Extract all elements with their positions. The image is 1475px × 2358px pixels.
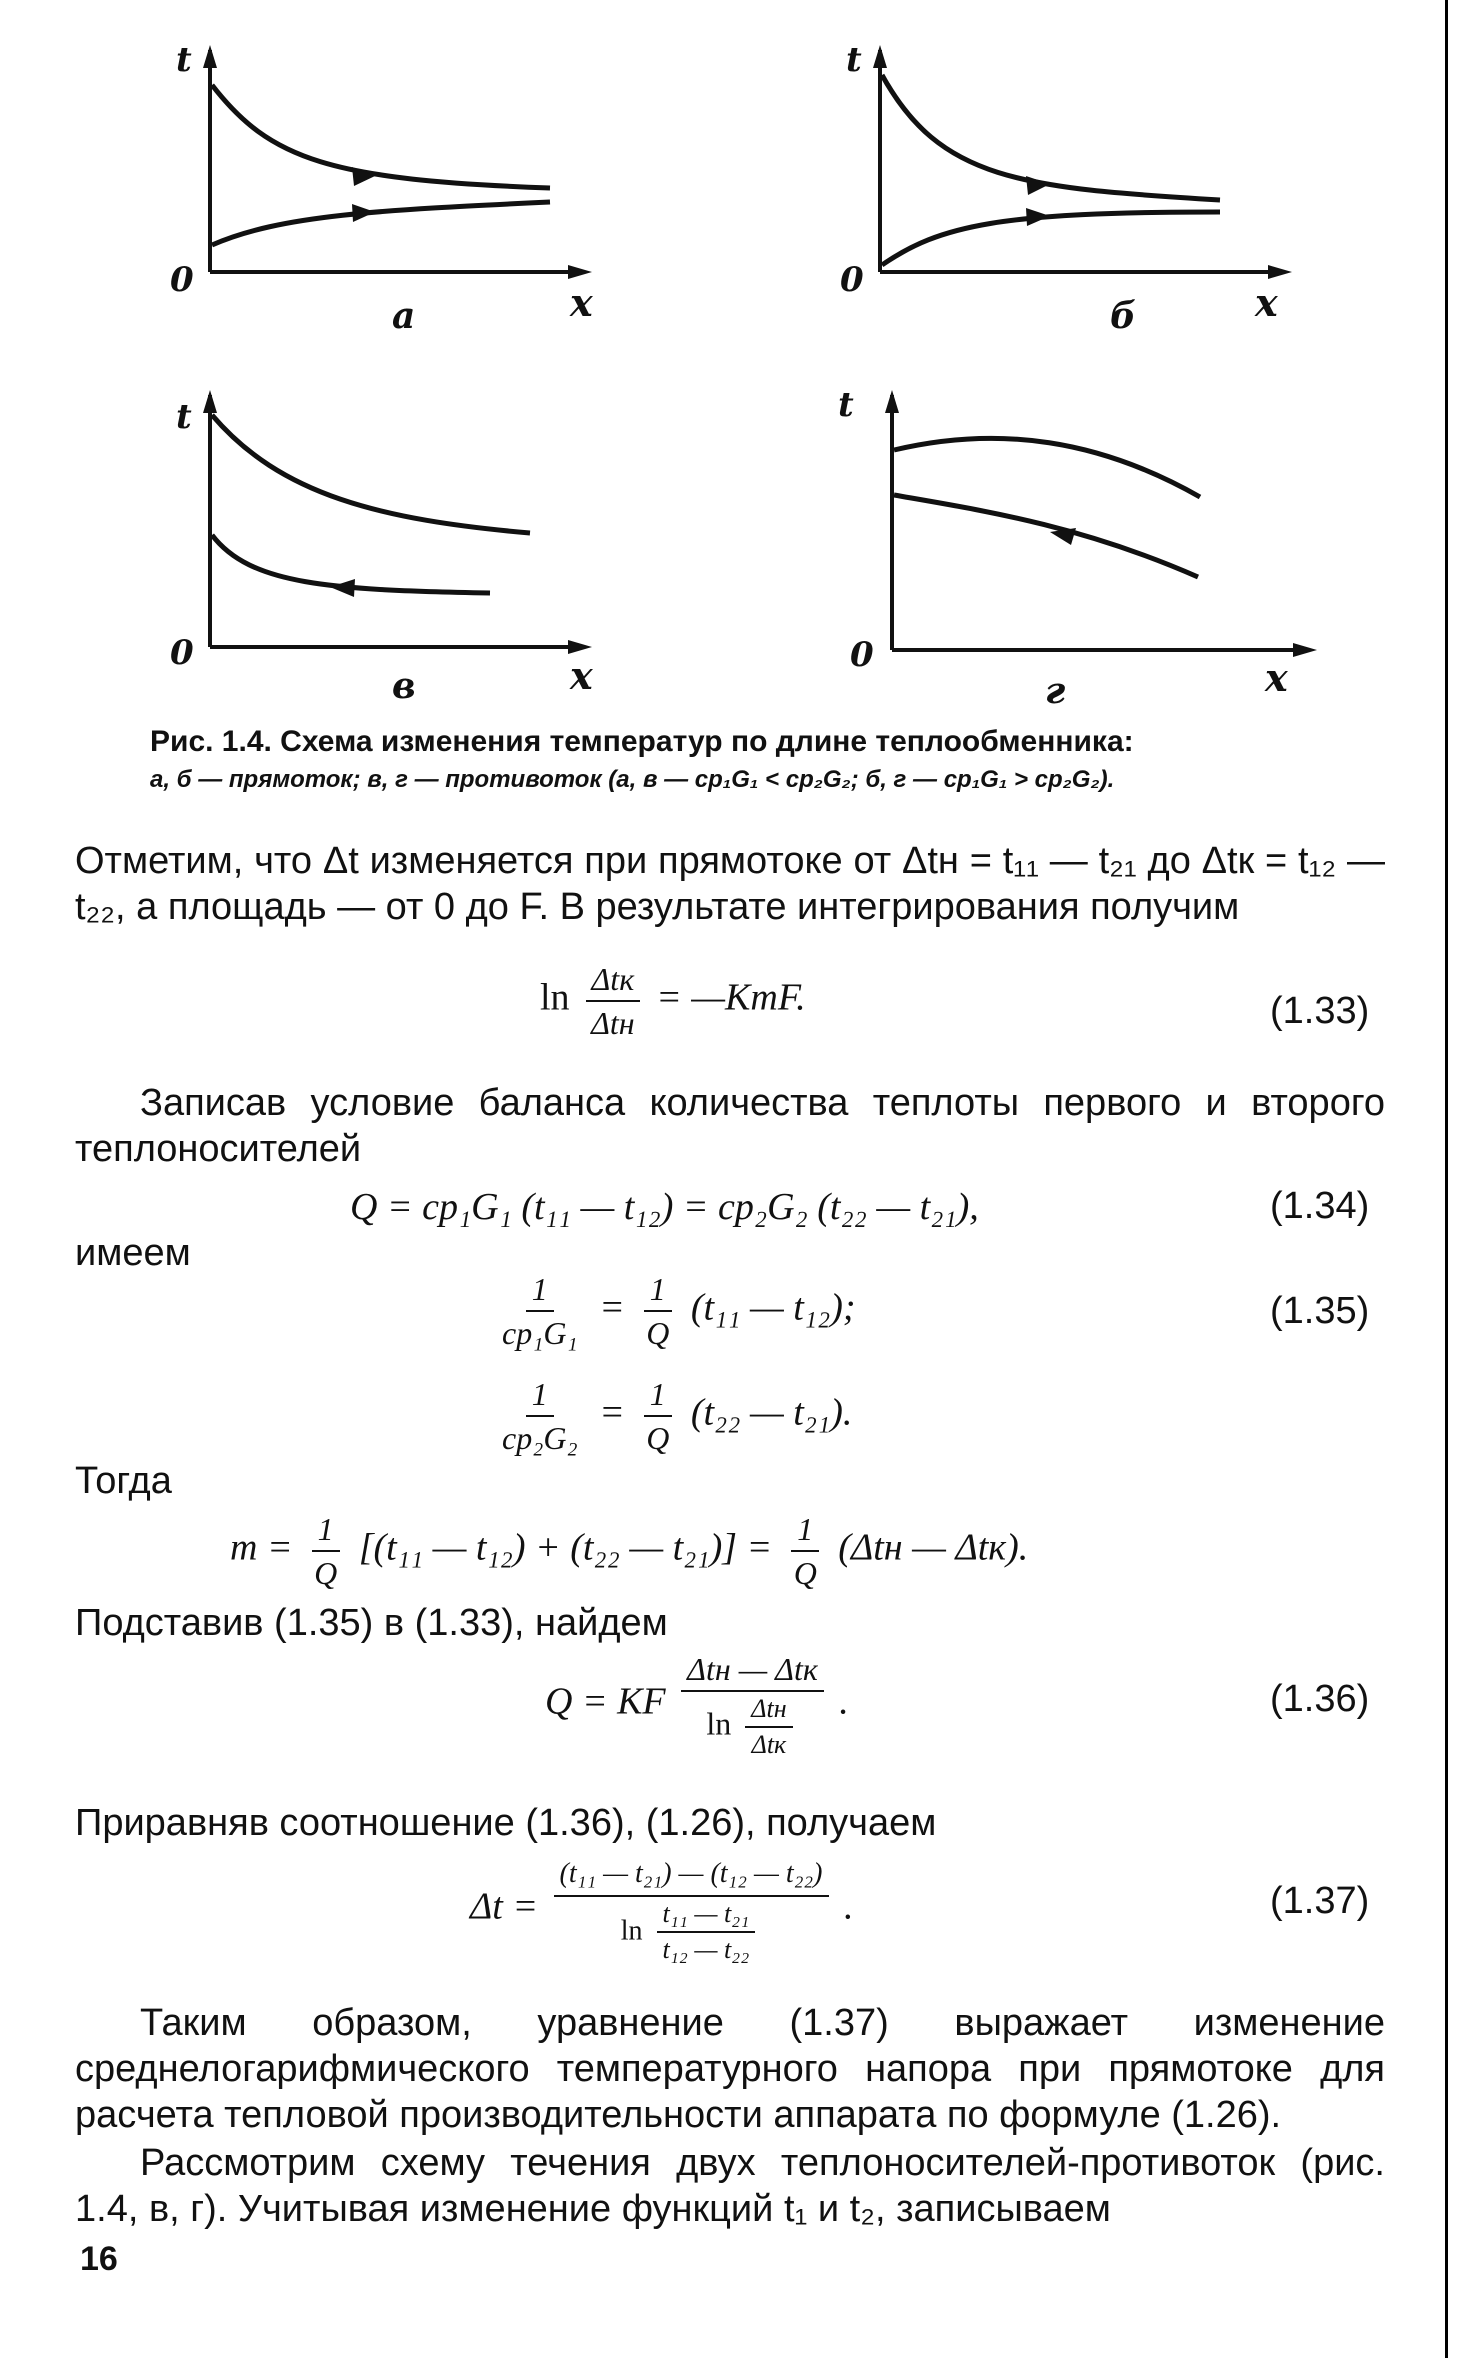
numerator: Δtк (586, 960, 641, 1002)
denominator: Q (314, 1555, 338, 1591)
x-axis-label: x (1265, 655, 1288, 700)
equation-1-36 (545, 1650, 849, 1760)
numerator: 1 (526, 1375, 554, 1417)
tail: . (844, 1885, 854, 1928)
y-axis-label: t (838, 385, 854, 425)
hot-curve (882, 75, 1220, 200)
denominator: cp₂G₂ (502, 1420, 578, 1456)
hot-curve (894, 438, 1200, 497)
denominator (700, 1692, 804, 1760)
equals-sign: = (599, 1286, 625, 1329)
fraction (585, 960, 641, 1042)
caption-line-2: а, б — прямоток; в, г — противоток (а, в — cp₁G₁ < cp₂G₂; б, г — cp₁G₁ > cp₂G₂). (150, 766, 1115, 793)
panel-v-plot (130, 385, 730, 705)
tail: . (839, 1680, 849, 1723)
lhs: m = (230, 1526, 293, 1569)
hot-curve-arrow (1026, 176, 1050, 195)
panel-label: б (1110, 295, 1136, 337)
fraction-right (640, 1270, 675, 1352)
word-togda: Тогда (75, 1460, 172, 1502)
origin-label: 0 (170, 633, 194, 673)
fraction-right (640, 1375, 675, 1457)
equation-1-33 (540, 960, 806, 1042)
panel-g-plot (800, 385, 1400, 705)
inner-denominator: t₁₂ — t₂₂ (662, 1935, 750, 1964)
y-axis-arrow (203, 390, 217, 413)
y-axis-label: t (846, 40, 862, 80)
fraction (554, 1855, 829, 1965)
equation-1-35b (490, 1375, 852, 1457)
equation-1-34: Q = cp₁G₁ (t₁₁ — t₁₂) = cp₂G₂ (t₂₂ — t₂₁), (350, 1186, 979, 1228)
panel-label: г (1045, 670, 1066, 712)
denominator: cp₁G₁ (502, 1315, 578, 1351)
denominator: Q (646, 1315, 670, 1351)
origin-label: 0 (170, 260, 194, 300)
paragraph-3: Подставив (1.35) в (1.33), найдем (75, 1602, 668, 1644)
inner-numerator: t₁₁ — t₂₁ (657, 1899, 756, 1933)
cold-curve-arrow (1050, 528, 1076, 545)
y-axis-arrow (873, 45, 887, 68)
figure-panel-v (130, 385, 730, 705)
paragraph-4: Приравняв соотношение (1.36), (1.26), получаем (75, 1802, 937, 1844)
y-axis-label: t (176, 40, 192, 80)
rest: (t₁₁ — t₁₂); (690, 1286, 856, 1329)
fraction-2 (788, 1510, 823, 1592)
figure-panel-b (800, 40, 1400, 360)
x-axis-label: x (570, 653, 593, 698)
panel-label: а (392, 295, 416, 337)
panel-a-plot (130, 40, 730, 360)
numerator: 1 (526, 1270, 554, 1312)
origin-label: 0 (850, 635, 874, 675)
page-number: 16 (80, 2240, 118, 2278)
y-axis-label: t (176, 397, 192, 437)
denominator: Q (793, 1555, 817, 1591)
word-imeem: имеем (75, 1232, 191, 1274)
numerator: 1 (644, 1375, 672, 1417)
panel-label: в (392, 665, 416, 707)
x-axis-label: x (1255, 280, 1278, 325)
equation-number-1-37: (1.37) (1270, 1880, 1370, 1922)
cold-curve (212, 202, 550, 245)
fraction-left (496, 1375, 584, 1457)
rest: (t₂₂ — t₂₁). (690, 1391, 853, 1434)
equation-number-1-35: (1.35) (1270, 1290, 1370, 1332)
fraction-left (496, 1270, 584, 1352)
rhs: = —KmF. (656, 976, 806, 1019)
x-axis-arrow (568, 265, 592, 279)
denominator: Q (646, 1420, 670, 1456)
numerator: Δtн — Δtк (681, 1650, 824, 1692)
lhs: Δt = (470, 1885, 539, 1928)
panel-b-plot (800, 40, 1400, 360)
denominator: Δtн (591, 1005, 635, 1041)
hot-curve (212, 415, 530, 533)
inner-numerator: Δtн (745, 1694, 792, 1728)
paragraph-2: Записав условие баланса количества теплоты первого и второго теплоносителей (75, 1082, 1385, 1170)
equation-1-35a (490, 1270, 856, 1352)
origin-label: 0 (840, 260, 864, 300)
y-axis-arrow (885, 390, 899, 413)
numerator: (t₁₁ — t₂₁) — (t₁₂ — t₂₂) (554, 1855, 829, 1897)
figure-caption (150, 722, 1350, 798)
lhs: Q = KF (545, 1680, 666, 1723)
numerator: 1 (644, 1270, 672, 1312)
x-axis-arrow (568, 640, 592, 654)
equation-1-37 (470, 1855, 854, 1965)
inner-fraction (657, 1899, 756, 1965)
equation-number-1-33: (1.33) (1270, 990, 1370, 1032)
fraction-1 (308, 1510, 343, 1592)
cold-curve-arrow (1026, 208, 1050, 226)
ln-operator: ln (540, 976, 570, 1019)
inner-fraction (745, 1694, 792, 1760)
figure-panel-g (800, 385, 1400, 712)
equation-number-1-34: (1.34) (1270, 1185, 1370, 1227)
page-edge-line (1445, 0, 1448, 2358)
equation-m (230, 1510, 1028, 1592)
equals-sign: = (599, 1391, 625, 1434)
middle: [(t₁₁ — t₁₂) + (t₂₂ — t₂₁)] = (358, 1526, 773, 1569)
ln-operator: ln (706, 1705, 732, 1742)
numerator: 1 (791, 1510, 819, 1552)
y-axis-arrow (203, 45, 217, 68)
denominator (615, 1897, 768, 1965)
numerator: 1 (312, 1510, 340, 1552)
paragraph-1: Отметим, что Δt изменяется при прямотоке от Δtн = t₁₁ — t₂₁ до Δtк = t₁₂ — t₂₂, а площадь — от 0 до F. В результате интегрирования получим (75, 840, 1385, 928)
x-axis-arrow (1293, 643, 1317, 657)
cold-curve-arrow (352, 204, 375, 222)
caption-line-1: Рис. 1.4. Схема изменения температур по длине теплообменника: (150, 725, 1134, 758)
equation-number-1-36: (1.36) (1270, 1678, 1370, 1720)
ln-operator: ln (620, 1915, 643, 1947)
inner-denominator: Δtк (751, 1730, 787, 1759)
x-axis-arrow (1268, 265, 1292, 279)
fraction (681, 1650, 824, 1760)
x-axis-label: x (570, 280, 593, 325)
cold-curve (882, 212, 1220, 265)
paragraph-5: Таким образом, уравнение (1.37) выражает изменение среднелогарифмического температурного напора при прямотоке для расчета тепловой производительности аппарата по формуле (1.26). (75, 2002, 1385, 2136)
cold-curve (894, 495, 1198, 577)
cold-curve-arrow (330, 579, 355, 597)
hot-curve (212, 85, 550, 188)
figure-panel-a (130, 40, 730, 360)
paragraph-6: Рассмотрим схему течения двух теплоносителей-противоток (рис. 1.4, в, г). Учитывая изменение функций t₁ и t₂, записываем (75, 2142, 1385, 2230)
rest: (Δtн — Δtк). (838, 1526, 1029, 1569)
